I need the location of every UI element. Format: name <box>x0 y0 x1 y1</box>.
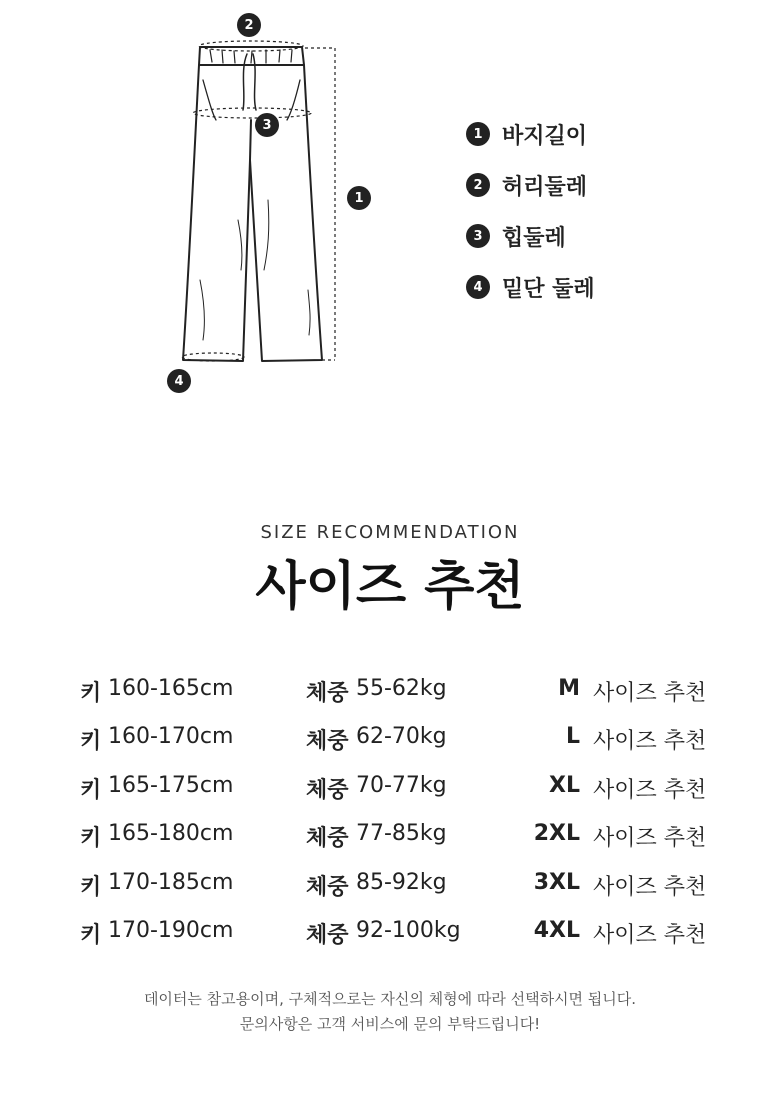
drawstring <box>243 54 256 110</box>
badge-waist: 2 <box>237 13 261 37</box>
height-label: 키 <box>80 874 102 900</box>
legend-label: 허리둘레 <box>502 174 588 200</box>
legend-badge: 2 <box>466 173 490 197</box>
height-range: 165-180cm <box>108 821 234 847</box>
weight-range: 62-70kg <box>356 724 447 750</box>
legend-label: 밑단 둘레 <box>502 276 595 302</box>
weight-label: 체중 <box>306 922 349 948</box>
table-row <box>0 860 780 908</box>
size-value: XL <box>549 772 580 798</box>
size-value: M <box>558 676 580 701</box>
weight-label: 체중 <box>306 777 349 803</box>
badge-length: 1 <box>347 186 371 210</box>
height-range: 160-170cm <box>108 724 234 750</box>
height-label: 키 <box>80 777 102 803</box>
waistband-gathers <box>210 50 292 63</box>
size-rec-label: 사이즈 추천 <box>593 729 707 755</box>
weight-label: 체중 <box>306 729 349 755</box>
height-label: 키 <box>80 826 102 852</box>
height-label: 키 <box>80 922 102 948</box>
legend-badge: 1 <box>466 122 490 146</box>
size-rec-label: 사이즈 추천 <box>593 777 707 803</box>
disclaimer-note: 데이터는 참고용이며, 구체적으로는 자신의 체형에 따라 선택하시면 됩니다. <box>143 990 637 1008</box>
legend-item <box>466 221 595 251</box>
fold-lines <box>200 200 310 340</box>
size-value: 3XL <box>533 869 580 895</box>
height-range: 160-165cm <box>108 676 234 701</box>
table-row <box>0 714 780 762</box>
height-range: 165-175cm <box>108 772 234 798</box>
table-row <box>0 908 780 956</box>
size-value: 4XL <box>533 917 580 943</box>
legend-label: 힙둘레 <box>502 225 566 251</box>
measurement-legend <box>466 119 595 323</box>
weight-range: 70-77kg <box>356 772 447 798</box>
legend-item <box>466 170 595 200</box>
height-range: 170-185cm <box>108 869 234 895</box>
contact-note: 문의사항은 고객 서비스에 문의 부탁드립니다! <box>239 1015 541 1033</box>
table-row <box>0 763 780 811</box>
table-row <box>0 811 780 859</box>
size-rec-label: 사이즈 추천 <box>593 681 707 706</box>
pocket-lines <box>203 80 300 120</box>
size-rec-label: 사이즈 추천 <box>593 874 707 900</box>
section-subtitle: SIZE RECOMMENDATION <box>260 522 520 543</box>
section-title: 사이즈 추천 <box>255 557 525 617</box>
weight-range: 55-62kg <box>356 676 447 701</box>
weight-range: 92-100kg <box>356 917 461 943</box>
hip-measure-line <box>193 108 311 118</box>
size-recommendation-table <box>0 666 780 956</box>
height-label: 키 <box>80 681 102 706</box>
badge-hem: 4 <box>167 369 191 393</box>
legend-label: 바지길이 <box>502 123 588 149</box>
pants-diagram <box>0 0 440 420</box>
weight-label: 체중 <box>306 874 349 900</box>
weight-label: 체중 <box>306 826 349 852</box>
size-value: 2XL <box>533 821 580 847</box>
weight-range: 85-92kg <box>356 869 447 895</box>
legend-item <box>466 119 595 149</box>
height-label: 키 <box>80 729 102 755</box>
table-row <box>0 666 780 714</box>
badge-hip: 3 <box>255 113 279 137</box>
legend-item <box>466 272 595 302</box>
weight-label: 체중 <box>306 681 349 706</box>
weight-range: 77-85kg <box>356 821 447 847</box>
size-value: L <box>565 724 580 750</box>
height-range: 170-190cm <box>108 917 234 943</box>
size-rec-label: 사이즈 추천 <box>593 922 707 948</box>
size-rec-label: 사이즈 추천 <box>593 826 707 852</box>
legend-badge: 4 <box>466 275 490 299</box>
legend-badge: 3 <box>466 224 490 248</box>
